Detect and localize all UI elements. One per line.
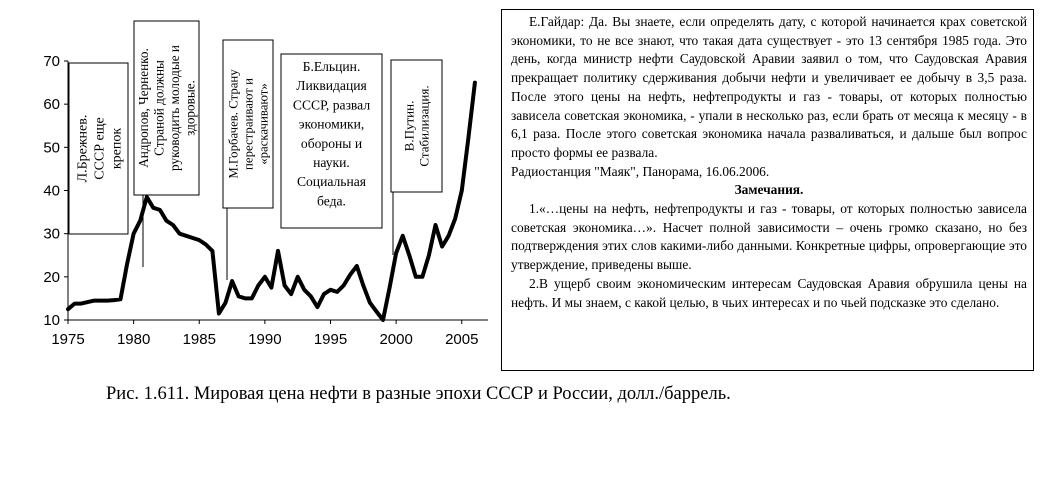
annotation-line: руководить молодые и	[166, 45, 182, 171]
annotation-line: СССР еще	[92, 117, 108, 180]
x-tick-label: 1990	[248, 331, 282, 348]
x-tick-label: 1985	[182, 331, 216, 348]
y-tick-label: 50	[43, 139, 60, 157]
annotation-line: крепок	[109, 127, 125, 170]
y-tick-label: 20	[43, 268, 60, 286]
annotation-line: обороны и	[300, 135, 363, 151]
annotation-line: «раскачивают»	[256, 83, 271, 165]
x-tick-label: 1980	[116, 331, 151, 348]
annotation-line: СССР, развал	[292, 97, 371, 113]
annotation-line: Л.Брежнев.	[75, 114, 91, 183]
annotation-line: М.Горбачев. Страну	[226, 69, 241, 179]
y-tick-label: 30	[43, 225, 60, 243]
annotation-line: беда.	[317, 193, 346, 209]
annotation-rotated-gorbachev	[226, 69, 270, 179]
annotation-line: науки.	[313, 155, 350, 170]
annotation-line: Стабилизация.	[416, 85, 432, 167]
y-tick-label: 70	[43, 53, 60, 70]
x-tick-label: 1995	[313, 331, 348, 348]
x-tick-label: 2000	[379, 331, 413, 348]
annotation-line: Социальная	[296, 174, 367, 190]
y-tick-label: 60	[43, 96, 60, 114]
x-tick-label: 1975	[51, 331, 85, 348]
annotation-line: Ликвидация	[296, 78, 367, 94]
annotation-yeltsin	[281, 54, 382, 228]
annotation-line: Страной должны	[151, 60, 167, 156]
oil-price-chart	[0, 0, 500, 370]
annotation-andropov	[134, 21, 199, 267]
chart-annotations	[69, 21, 442, 280]
annotation-line: В.Путин.	[401, 100, 417, 152]
annotation-line: перестраивают и	[241, 78, 256, 170]
quote-source: Радиостанция "Маяк", Панорама, 16.06.2006.	[511, 163, 770, 179]
quote-text: Е.Гайдар: Да. Вы знаете, если определять дату, с которой начинается крах советской экономики, то не все знают, что такая дата существует - это 13 сентября 1985 года. Это день, когда министр нефти Саудовской Аравии заявил о том, что Саудовская Аравия прекращает политику сдерживания добычи нефти и увеличивает ее добычу в 3,5 раза. После этого цены на нефть, нефтепродукты и газ - товары, от которых полностью зависела советская экономика, - упали в несколько раз, если брать от месяца к месяцу - в 6,1 раза. После этого советская экономика начала разваливаться, и дальше был вопрос просто формы ее развала.	[511, 14, 1027, 160]
annotation-line: здоровые.	[182, 80, 198, 136]
remarks-heading: Замечания.	[734, 182, 804, 198]
y-tick-label: 40	[43, 182, 60, 200]
gaidar-quote-box	[501, 9, 1034, 371]
annotation-line: Андропов, Черненко.	[135, 48, 151, 168]
annotation-line: Б.Ельцин.	[302, 59, 361, 74]
annotation-line: экономики,	[298, 116, 365, 132]
annotation-brezhnev	[69, 63, 128, 234]
remark-1: 1.«…цены на нефть, нефтепродукты и газ - товары, от которых полностью зависела советская экономика…». Насчет полной зависимости – очень громко сказано, но без подтверждения этих слов какими-либо данными. Конкретные цифры, опровергающие это утверждение, приведены выше.	[511, 201, 1027, 273]
annotation-gorbachev	[223, 40, 273, 280]
remark-2: 2.В ущерб своим экономическим интересам Саудовская Аравия обрушила цены на нефть. И мы знаем, с какой целью, в чьих интересах и по чьей подсказке это сделано.	[511, 275, 1027, 310]
x-tick-label: 2005	[445, 331, 479, 348]
y-tick-label: 10	[43, 312, 60, 329]
figure-caption: Рис. 1.611. Мировая цена нефти в разные эпохи СССР и России, долл./баррель.	[106, 384, 731, 404]
